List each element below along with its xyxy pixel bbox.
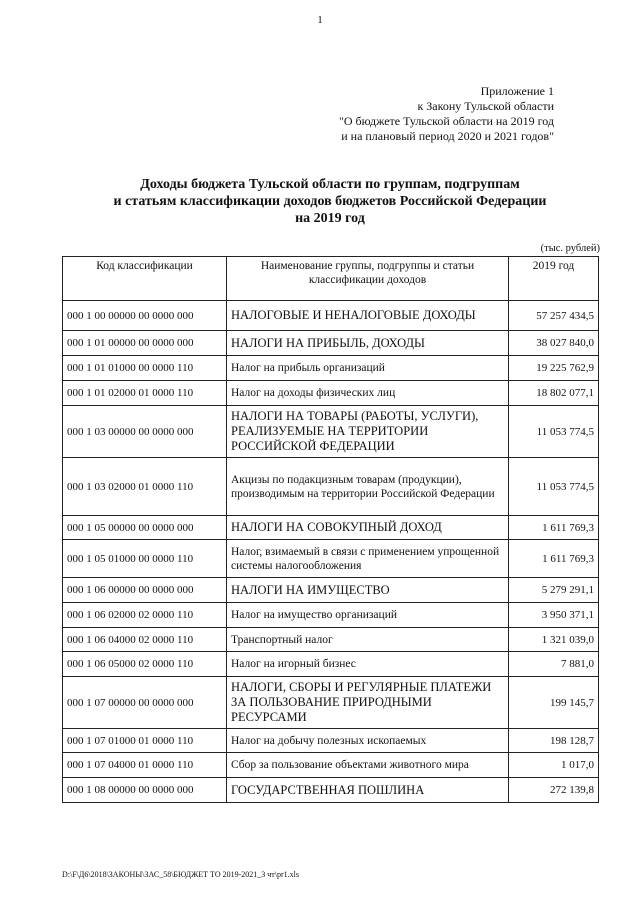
name-cell: НАЛОГИ НА СОВОКУПНЫЙ ДОХОД (227, 516, 509, 540)
name-cell: НАЛОГИ НА ТОВАРЫ (РАБОТЫ, УСЛУГИ), РЕАЛИЗУЕМЫЕ НА ТЕРРИТОРИИ РОССИЙСКОЙ ФЕДЕРАЦИИ (227, 406, 509, 458)
code-cell: 000 1 01 01000 00 0000 110 (63, 356, 227, 381)
name-cell: НАЛОГИ, СБОРЫ И РЕГУЛЯРНЫЕ ПЛАТЕЖИ ЗА ПОЛЬЗОВАНИЕ ПРИРОДНЫМИ РЕСУРСАМИ (227, 677, 509, 729)
table-row (63, 778, 599, 803)
header-code: Код классификации (63, 257, 227, 301)
value-cell: 1 611 769,3 (509, 540, 599, 578)
revenue-table (62, 256, 599, 803)
table-row (63, 516, 599, 540)
name-cell: Транспортный налог (227, 628, 509, 652)
file-path-footer: D:\F\Д6\2018\ЗАКОНЫ\ЗАС_58\БЮДЖЕТ ТО 2019-2021_3 чт\pr1.xls (62, 870, 299, 879)
code-cell: 000 1 05 01000 00 0000 110 (63, 540, 227, 578)
value-cell: 272 139,8 (509, 778, 599, 803)
code-cell: 000 1 07 00000 00 0000 000 (63, 677, 227, 729)
value-cell: 7 881,0 (509, 652, 599, 677)
table-row (63, 652, 599, 677)
value-cell: 18 802 077,1 (509, 381, 599, 406)
title-line: на 2019 год (295, 211, 365, 226)
appendix-line: Приложение 1 (480, 84, 554, 98)
name-cell: НАЛОГИ НА ПРИБЫЛЬ, ДОХОДЫ (227, 331, 509, 356)
name-cell: НАЛОГОВЫЕ И НЕНАЛОГОВЫЕ ДОХОДЫ (227, 301, 509, 331)
document-title (0, 176, 640, 227)
appendix-line: "О бюджете Тульской области на 2019 год (338, 114, 554, 128)
value-cell: 198 128,7 (509, 729, 599, 753)
table-row (63, 540, 599, 578)
name-cell: НАЛОГИ НА ИМУЩЕСТВО (227, 578, 509, 603)
name-cell: Налог, взимаемый в связи с применением упрощенной системы налогообложения (227, 540, 509, 578)
code-cell: 000 1 03 00000 00 0000 000 (63, 406, 227, 458)
table-row (63, 458, 599, 516)
value-cell: 57 257 434,5 (509, 301, 599, 331)
name-cell: Налог на прибыль организаций (227, 356, 509, 381)
value-cell: 11 053 774,5 (509, 406, 599, 458)
code-cell: 000 1 00 00000 00 0000 000 (63, 301, 227, 331)
appendix-line: и на плановый период 2020 и 2021 годов" (341, 129, 554, 143)
value-cell: 5 279 291,1 (509, 578, 599, 603)
name-cell: Налог на имущество организаций (227, 603, 509, 628)
name-cell: Налог на добычу полезных ископаемых (227, 729, 509, 753)
name-cell: Сбор за пользование объектами животного мира (227, 753, 509, 778)
code-cell: 000 1 03 02000 01 0000 110 (63, 458, 227, 516)
name-cell: ГОСУДАРСТВЕННАЯ ПОШЛИНА (227, 778, 509, 803)
table-row (63, 628, 599, 652)
code-cell: 000 1 01 00000 00 0000 000 (63, 331, 227, 356)
name-cell: Налог на доходы физических лиц (227, 381, 509, 406)
table-row (63, 406, 599, 458)
appendix-line: к Закону Тульской области (417, 99, 554, 113)
name-cell: Налог на игорный бизнес (227, 652, 509, 677)
appendix-reference (339, 84, 554, 144)
table-row (63, 729, 599, 753)
header-value: 2019 год (509, 257, 599, 301)
name-cell: Акцизы по подакцизным товарам (продукции), производимым на территории Российской Федерации (227, 458, 509, 516)
table-row (63, 578, 599, 603)
value-cell: 1 321 039,0 (509, 628, 599, 652)
value-cell: 199 145,7 (509, 677, 599, 729)
code-cell: 000 1 06 05000 02 0000 110 (63, 652, 227, 677)
value-cell: 1 017,0 (509, 753, 599, 778)
value-cell: 11 053 774,5 (509, 458, 599, 516)
table-row (63, 301, 599, 331)
table-header-row (63, 257, 599, 301)
value-cell: 1 611 769,3 (509, 516, 599, 540)
table-row (63, 603, 599, 628)
value-cell: 19 225 762,9 (509, 356, 599, 381)
table-row (63, 677, 599, 729)
title-line: и статьям классификации доходов бюджетов Российской Федерации (113, 194, 547, 209)
table-row (63, 331, 599, 356)
page-number: 1 (317, 14, 323, 26)
code-cell: 000 1 07 04000 01 0000 110 (63, 753, 227, 778)
code-cell: 000 1 06 04000 02 0000 110 (63, 628, 227, 652)
header-name: Наименование группы, подгруппы и статьи классификации доходов (227, 257, 509, 301)
code-cell: 000 1 06 00000 00 0000 000 (63, 578, 227, 603)
table-row (63, 356, 599, 381)
code-cell: 000 1 05 00000 00 0000 000 (63, 516, 227, 540)
code-cell: 000 1 08 00000 00 0000 000 (63, 778, 227, 803)
value-cell: 3 950 371,1 (509, 603, 599, 628)
code-cell: 000 1 06 02000 02 0000 110 (63, 603, 227, 628)
code-cell: 000 1 07 01000 01 0000 110 (63, 729, 227, 753)
code-cell: 000 1 01 02000 01 0000 110 (63, 381, 227, 406)
units-label: (тыс. рублей) (540, 243, 600, 254)
table-row (63, 381, 599, 406)
value-cell: 38 027 840,0 (509, 331, 599, 356)
title-line: Доходы бюджета Тульской области по группам, подгруппам (140, 177, 520, 192)
table-row (63, 753, 599, 778)
